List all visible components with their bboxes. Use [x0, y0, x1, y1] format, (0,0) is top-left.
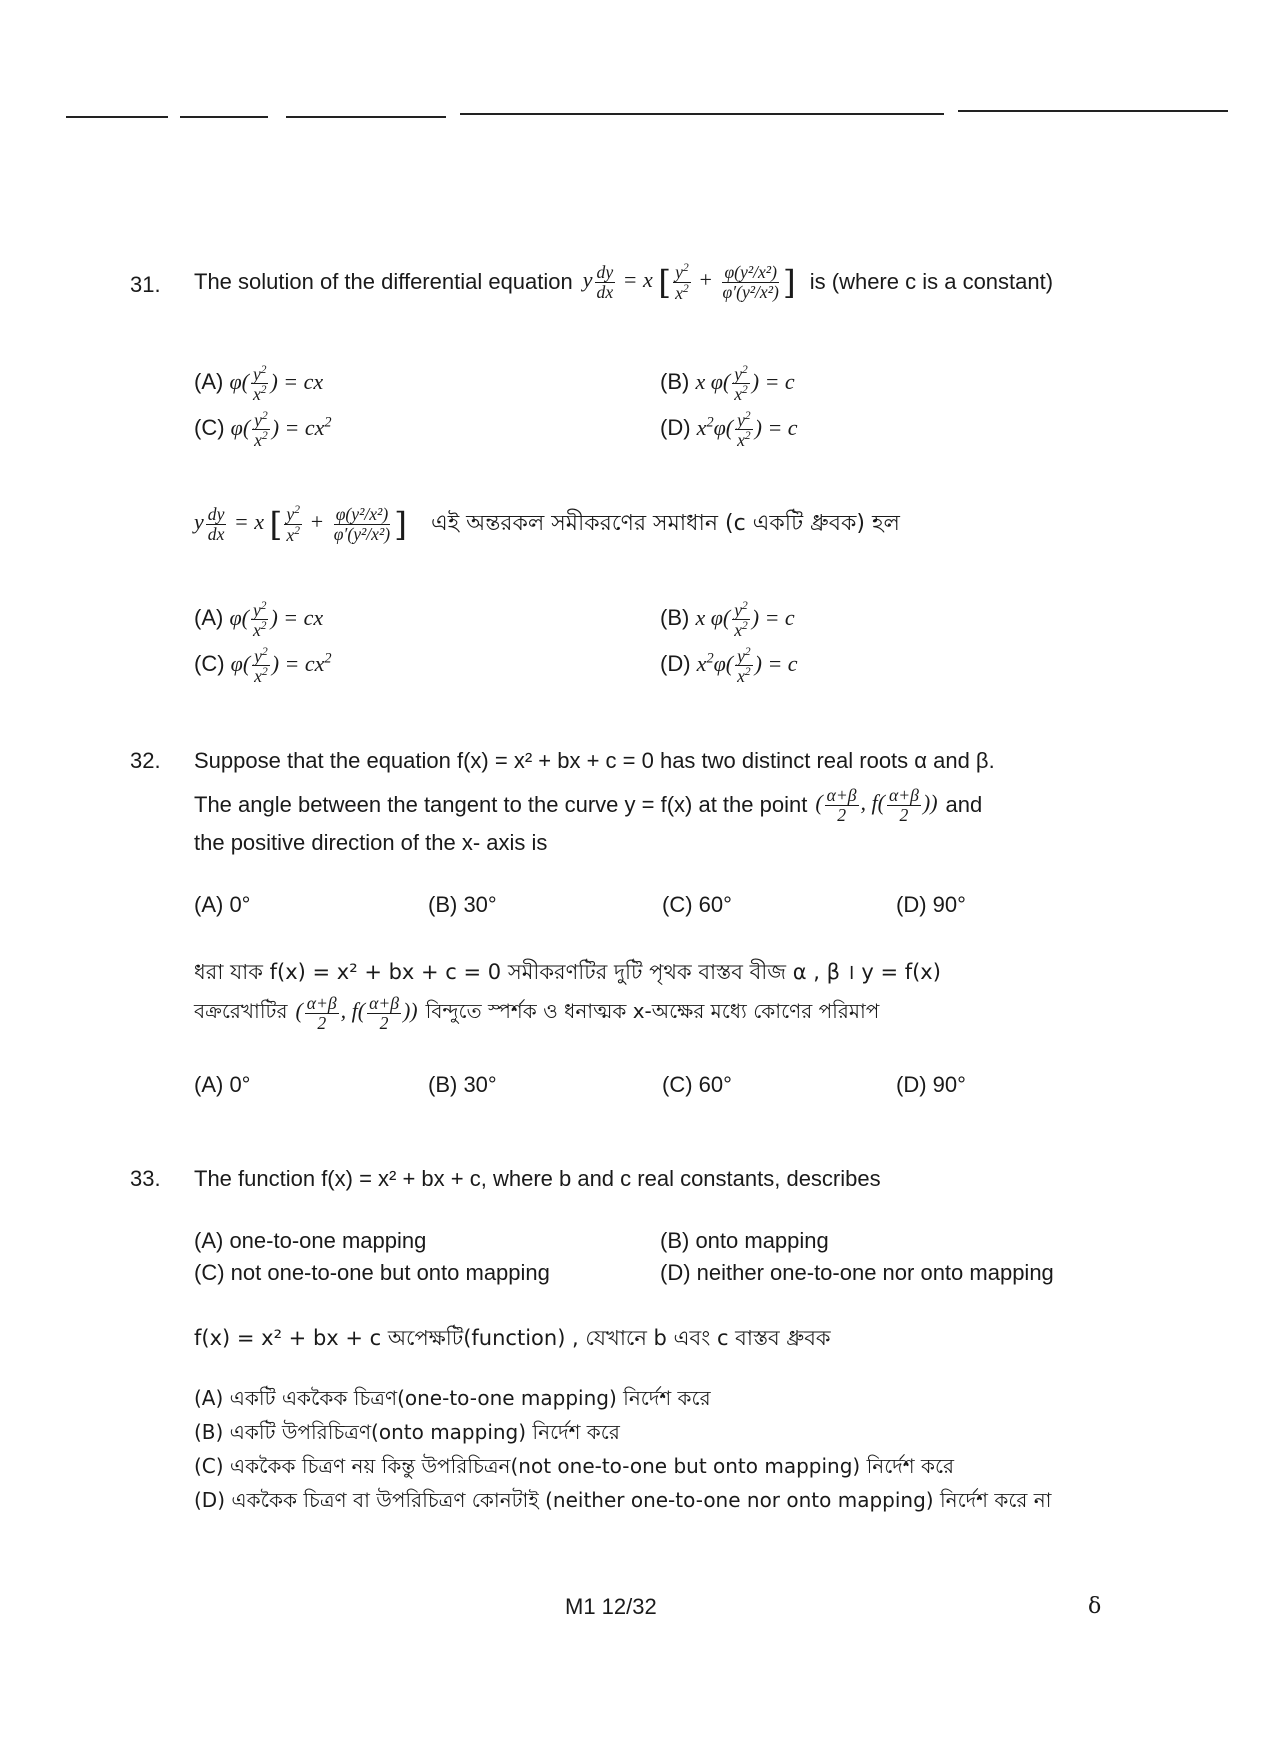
option-c: [194, 646, 332, 686]
header-rule: [958, 110, 1228, 112]
equation: y $\frac{dy}{dx}$ = x [ $\frac{y^2}{x^2}$ + $\frac{\text{φ(y²/x²)}}{\text{φ′(y²/x²)}}$ ]: [194, 504, 407, 545]
option-c: [194, 410, 332, 450]
header-rule: [180, 116, 268, 118]
option-math: x φ( $\frac{y^2}{x^2}$ ) = c: [695, 599, 795, 641]
question-33-stem: The function f(x) = x² + bx + c, where b and c real constants, describes: [194, 1166, 881, 1191]
option-math: φ( $\frac{y^2}{x^2}$ ) = $cx^2$: [230, 409, 332, 451]
option-b: (B) একটি উপরিচিত্রণ(onto mapping) নির্দেশ করে: [194, 1420, 620, 1444]
option-label: (D): [660, 414, 691, 440]
option-math: $x^2\varphi$( $\frac{y^2}{x^2}$ ) = c: [696, 409, 798, 451]
point-expression: ( $\frac{\alpha+\beta}{2}$ , f( $\frac{\alpha+\beta}{2}$ )): [295, 993, 418, 1033]
question-text: The angle between the tangent to the curve y = f(x) at the point: [194, 792, 808, 817]
question-text: is (where c is a constant): [809, 269, 1054, 294]
option-math: φ( $\frac{y^2}{x^2}$ ) = $cx^2$: [230, 645, 332, 687]
question-text-bengali: বক্ররেখাটির: [194, 998, 288, 1023]
option-d: [660, 410, 798, 450]
option-math: $x^2\varphi$( $\frac{y^2}{x^2}$ ) = c: [696, 645, 798, 687]
option-a: (A) 0°: [194, 1072, 251, 1097]
question-32-line1: Suppose that the equation f(x) = x² + bx + c = 0 has two distinct real roots α and β.: [194, 748, 995, 773]
option-label: (B): [660, 604, 690, 630]
option-d: [660, 646, 798, 686]
option-c: (C) 60°: [662, 1072, 732, 1097]
option-d: (D) 90°: [896, 1072, 966, 1097]
option-b: [660, 600, 795, 640]
option-label: (C): [194, 650, 225, 676]
option-label: (D): [660, 650, 691, 676]
option-math: φ( $\frac{y^2}{x^2}$ ) = cx: [229, 599, 324, 641]
question-text: The solution of the differential equation: [194, 269, 573, 294]
question-text-bengali: এই অন্তরকল সমীকরণের সমাধান (c একটি ধ্রুবক) হল: [431, 510, 900, 536]
option-label: (A): [194, 604, 224, 630]
option-a: [194, 364, 323, 404]
question-33-bengali-stem: f(x) = x² + bx + c অপেক্ষটি(function) , যেখানে b এবং c বাস্তব ধ্রুবক: [194, 1326, 831, 1350]
question-31-bengali: [194, 484, 900, 564]
option-b: [660, 364, 795, 404]
option-b: (B) 30°: [428, 892, 497, 917]
header-rule: [286, 116, 446, 118]
page-mark: δ: [1088, 1594, 1102, 1619]
option-label: (A): [194, 368, 224, 394]
page-code: M1 12/32: [565, 1594, 657, 1619]
header-rule: [460, 113, 944, 115]
option-c: (C) 60°: [662, 892, 732, 917]
option-b: (B) 30°: [428, 1072, 497, 1097]
option-d: (D) 90°: [896, 892, 966, 917]
question-32-bengali-line1: ধরা যাক f(x) = x² + bx + c = 0 সমীকরণটির দুটি পৃথক বাস্তব বীজ α , β । y = f(x): [194, 960, 941, 984]
option-d: (D) neither one-to-one nor onto mapping: [660, 1260, 1054, 1285]
option-c: (C) এককৈক চিত্রণ নয় কিন্তু উপরিচিত্রন(not one-to-one but onto mapping) নির্দেশ করে: [194, 1454, 955, 1478]
option-d: (D) এককৈক চিত্রণ বা উপরিচিত্রণ কোনটাই (neither one-to-one nor onto mapping) নির্দেশ করে না: [194, 1488, 1052, 1512]
question-number: 33.: [130, 1166, 161, 1191]
option-a: (A) একটি এককৈক চিত্রণ(one-to-one mapping) নির্দেশ করে: [194, 1386, 711, 1410]
option-math: x φ( $\frac{y^2}{x^2}$ ) = c: [695, 363, 795, 405]
option-label: (B): [660, 368, 690, 394]
option-a: (A) 0°: [194, 892, 251, 917]
option-c: (C) not one-to-one but onto mapping: [194, 1260, 550, 1285]
option-b: (B) onto mapping: [660, 1228, 829, 1253]
question-text-bengali: বিন্দুতে স্পর্শক ও ধনাত্মক x-অক্ষের মধ্যে কোণের পরিমাপ: [425, 998, 880, 1023]
point-expression: ( $\frac{\alpha+\beta}{2}$ , f( $\frac{\alpha+\beta}{2}$ )): [815, 785, 938, 825]
question-32-line3: the positive direction of the x- axis is: [194, 830, 548, 855]
header-rule: [66, 116, 168, 118]
question-number: 32.: [130, 748, 161, 773]
question-32-bengali-line2: [194, 988, 879, 1038]
option-math: φ( $\frac{y^2}{x^2}$ ) = cx: [229, 363, 324, 405]
option-label: (C): [194, 414, 225, 440]
equation: y $\frac{dy}{dx}$ = x [ $\frac{y^2}{x^2}$ + $\frac{\text{φ(y²/x²)}}{\text{φ′(y²/x²)}}$ ]: [582, 262, 796, 303]
question-32-line2: [194, 782, 982, 828]
question-31-stem: [194, 242, 1053, 322]
option-a: [194, 600, 323, 640]
option-a: (A) one-to-one mapping: [194, 1228, 427, 1253]
question-text: and: [945, 792, 983, 817]
question-number: 31.: [130, 272, 161, 297]
